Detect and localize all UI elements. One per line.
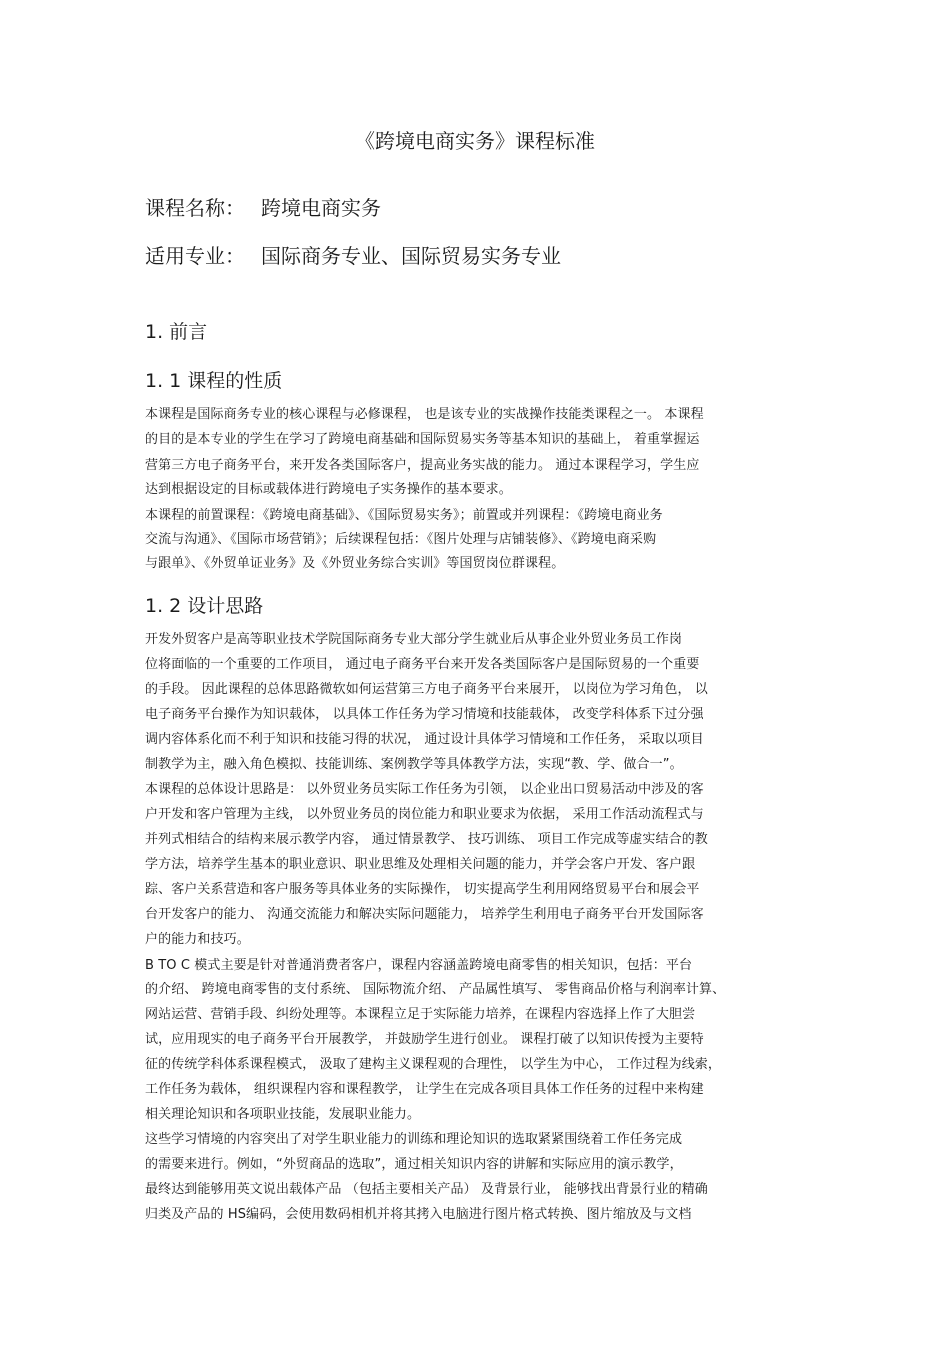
paragraph-line: 达到根据设定的目标或载体进行跨境电子实务操作的基本要求。 — [145, 482, 512, 497]
paragraph-line: 最终达到能够用英文说出载体产品 （包括主要相关产品） 及背景行业， 能够找出背景行业的精确 — [145, 1182, 708, 1197]
document-title: 《跨境电商实务》课程标准 — [355, 129, 595, 153]
meta-value: 国际商务专业、国际贸易实务专业 — [261, 244, 561, 268]
paragraph-line: 相关理论知识和各项职业技能，发展职业能力。 — [145, 1107, 421, 1122]
meta-value: 跨境电商实务 — [261, 196, 381, 220]
paragraph-line: 征的传统学科体系课程模式， 汲取了建构主义课程观的合理性， 以学生为中心， 工作过程为线索， — [145, 1057, 721, 1072]
paragraph-line: 这些学习情境的内容突出了对学生职业能力的训练和理论知识的选取紧紧围绕着工作任务完成 — [145, 1132, 683, 1147]
paragraph-line: 台开发客户的能力、 沟通交流能力和解决实际问题能力， 培养学生利用电子商务平台开发国际客 — [145, 907, 704, 922]
paragraph-line: 踪、客户关系营造和客户服务等具体业务的实际操作， 切实提高学生利用网络贸易平台和展会平 — [145, 882, 700, 897]
paragraph-line: 户开发和客户管理为主线， 以外贸业务员的岗位能力和职业要求为依据， 采用工作活动流程式与 — [145, 807, 704, 822]
paragraph-line: 本课程的前置课程：《跨境电商基础》、《国际贸易实务》；前置或并列课程：《跨境电商业务 — [145, 508, 663, 523]
paragraph-line: 调内容体系化而不利于知识和技能习得的状况， 通过设计具体学习情境和工作任务， 采取以项目 — [145, 732, 704, 747]
paragraph-line: B TO C 模式主要是针对普通消费者客户，课程内容涵盖跨境电商零售的相关知识，包括：平台 — [145, 958, 693, 973]
paragraph-line: 本课程是国际商务专业的核心课程与必修课程， 也是该专业的实战操作技能类课程之一。 本课程 — [145, 407, 704, 422]
paragraph-line: 的介绍、 跨境电商零售的支付系统、 国际物流介绍、 产品属性填写、 零售商品价格与利润率计算、 — [145, 982, 726, 997]
section-heading-preface: 1. 前言 — [145, 321, 208, 343]
section-heading-course-nature: 1. 1 课程的性质 — [145, 370, 283, 392]
paragraph-line: 工作任务为载体， 组织课程内容和课程教学， 让学生在完成各项目具体工作任务的过程中来构建 — [145, 1082, 704, 1097]
paragraph-line: 开发外贸客户是高等职业技术学院国际商务专业大部分学生就业后从事企业外贸业务员工作岗 — [145, 632, 683, 647]
paragraph-line: 交流与沟通》、《国际市场营销》；后续课程包括：《图片处理与店铺装修》、《跨境电商采购 — [145, 532, 657, 547]
meta-label: 适用专业： — [145, 244, 245, 268]
paragraph-line: 制教学为主，融入角色模拟、技能训练、案例教学等具体教学方法，实现“教、学、做合一”。 — [145, 757, 683, 772]
paragraph-line: 归类及产品的 HS编码，会使用数码相机并将其拷入电脑进行图片格式转换、图片缩放及与文档 — [145, 1207, 692, 1222]
paragraph-line: 学方法，培养学生基本的职业意识、职业思维及处理相关问题的能力，并学会客户开发、客户跟 — [145, 857, 696, 872]
paragraph-line: 网站运营、营销手段、纠纷处理等。本课程立足于实际能力培养，在课程内容选择上作了大胆尝 — [145, 1007, 696, 1022]
paragraph-line: 的目的是本专业的学生在学习了跨境电商基础和国际贸易实务等基本知识的基础上， 着重掌握运 — [145, 432, 700, 447]
paragraph-line: 电子商务平台操作为知识载体， 以具体工作任务为学习情境和技能载体， 改变学科体系下过分强 — [145, 707, 704, 722]
paragraph-line: 本课程的总体设计思路是： 以外贸业务员实际工作任务为引领， 以企业出口贸易活动中涉及的客 — [145, 782, 704, 797]
paragraph-line: 户的能力和技巧。 — [145, 932, 250, 947]
paragraph-line: 的手段。 因此课程的总体思路微软如何运营第三方电子商务平台来展开， 以岗位为学习角色， 以 — [145, 682, 708, 697]
paragraph-line: 营第三方电子商务平台，来开发各类国际客户，提高业务实战的能力。 通过本课程学习，学生应 — [145, 458, 700, 473]
paragraph-line: 试，应用现实的电子商务平台开展教学， 并鼓励学生进行创业。 课程打破了以知识传授为主要特 — [145, 1032, 704, 1047]
section-heading-design-idea: 1. 2 设计思路 — [145, 595, 264, 617]
paragraph-line: 的需要来进行。例如，“外贸商品的选取”，通过相关知识内容的讲解和实际应用的演示教学， — [145, 1157, 683, 1172]
paragraph-line: 位将面临的一个重要的工作项目， 通过电子商务平台来开发各类国际客户是国际贸易的一个重要 — [145, 657, 700, 672]
meta-applicable-major — [145, 243, 561, 269]
meta-label: 课程名称： — [145, 196, 245, 220]
paragraph-line: 与跟单》、《外贸单证业务》及《外贸业务综合实训》等国贸岗位群课程。 — [145, 556, 565, 571]
meta-course-name — [145, 195, 381, 221]
paragraph-line: 并列式相结合的结构来展示教学内容， 通过情景教学、 技巧训练、 项目工作完成等虚实结合的教 — [145, 832, 708, 847]
